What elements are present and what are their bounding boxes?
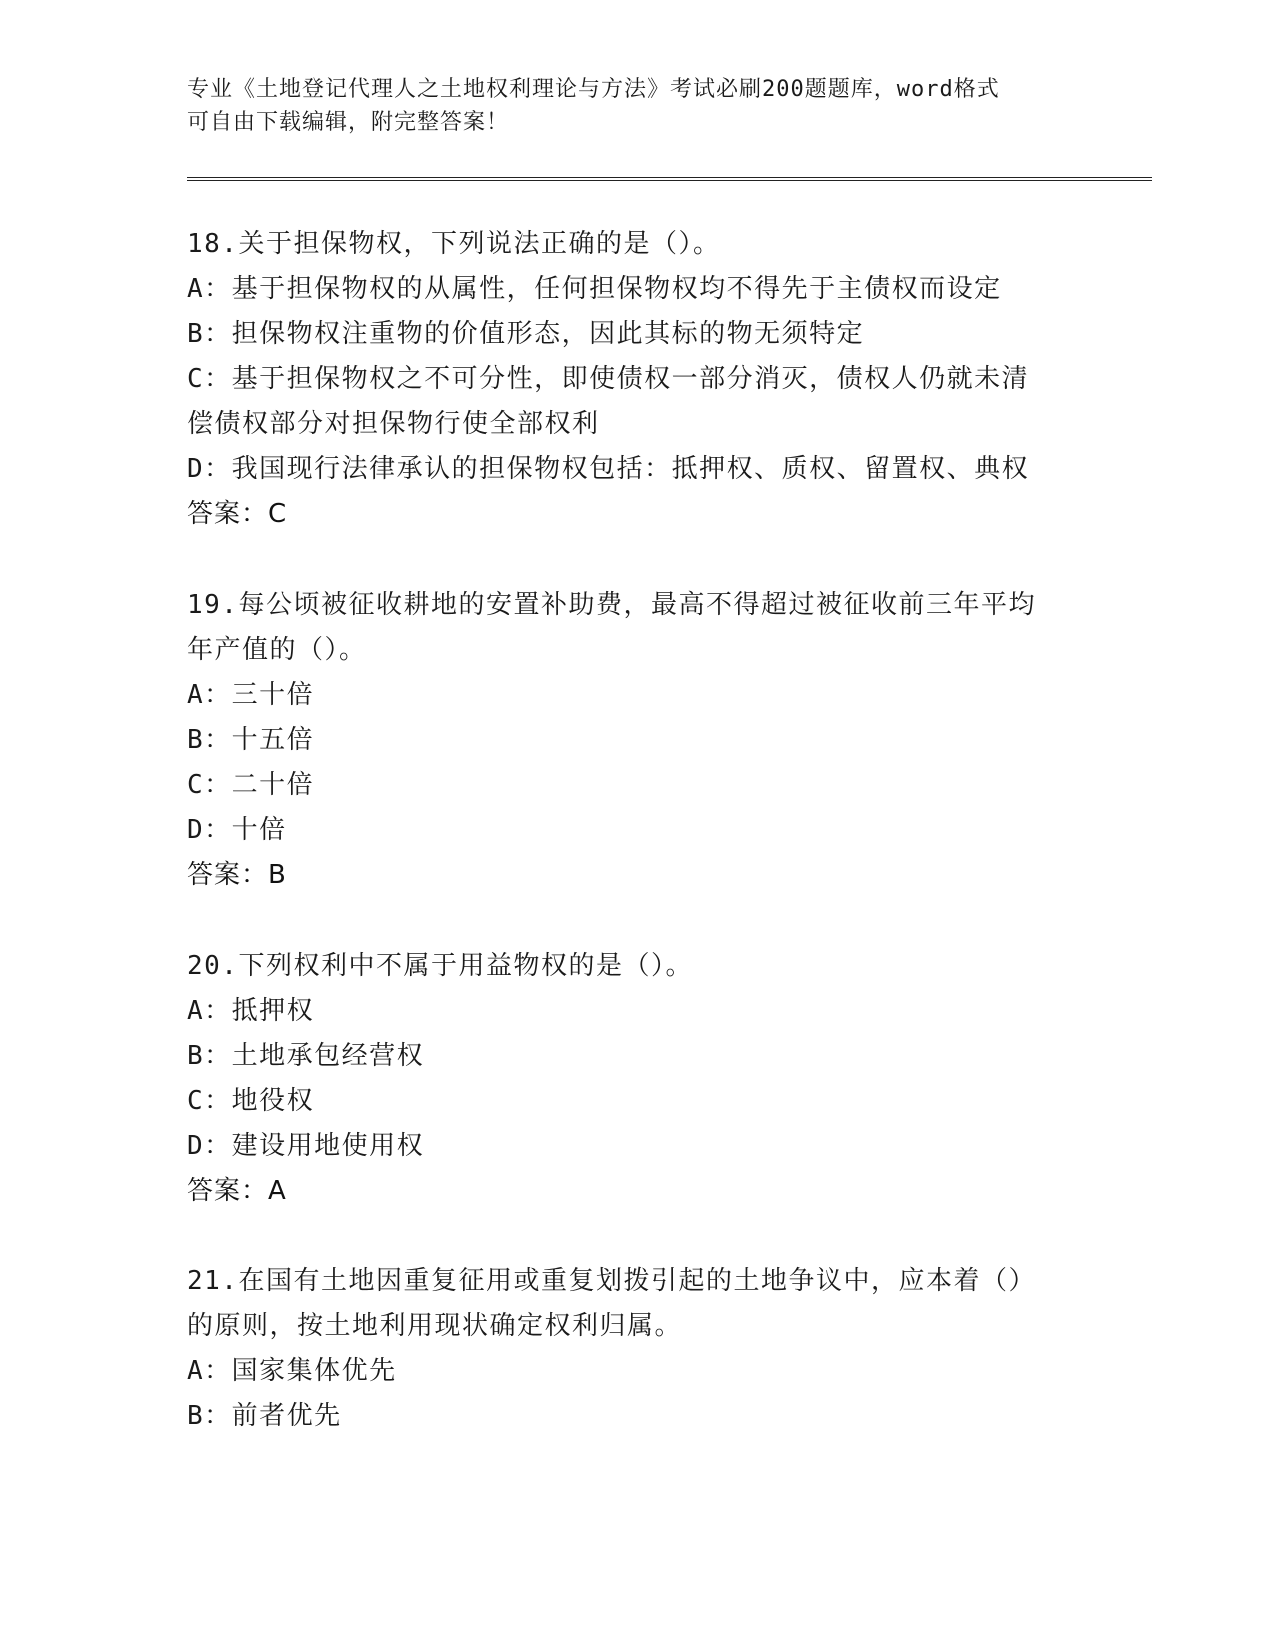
option-d: D：十倍 bbox=[187, 815, 287, 845]
option-a: A：三十倍 bbox=[187, 680, 315, 710]
answer: 答案：B bbox=[187, 860, 287, 890]
option-c: C：基于担保物权之不可分性，即使债权一部分消灭，债权人仍就未清 bbox=[187, 364, 1030, 394]
option-c: C：地役权 bbox=[187, 1086, 315, 1116]
question-20 bbox=[187, 944, 1087, 1214]
option-b: B：土地承包经营权 bbox=[187, 1041, 425, 1071]
option-b: B：十五倍 bbox=[187, 725, 315, 755]
answer: 答案：A bbox=[187, 1176, 287, 1206]
option-a: A：国家集体优先 bbox=[187, 1356, 397, 1386]
option-b: B：担保物权注重物的价值形态，因此其标的物无须特定 bbox=[187, 319, 865, 349]
question-stem-continued: 的原则，按土地利用现状确定权利归属。 bbox=[187, 1311, 683, 1341]
question-stem: 18.关于担保物权，下列说法正确的是（）。 bbox=[187, 229, 721, 259]
option-b: B：前者优先 bbox=[187, 1401, 342, 1431]
option-a: A：基于担保物权的从属性，任何担保物权均不得先于主债权而设定 bbox=[187, 274, 1002, 304]
question-21 bbox=[187, 1259, 1087, 1439]
option-a: A：抵押权 bbox=[187, 996, 315, 1026]
question-18 bbox=[187, 222, 1087, 537]
option-c-continued: 偿债权部分对担保物行使全部权利 bbox=[187, 409, 600, 439]
question-stem: 21.在国有土地因重复征用或重复划拨引起的土地争议中，应本着（） bbox=[187, 1266, 1036, 1296]
option-c: C：二十倍 bbox=[187, 770, 315, 800]
header-line-2: 可自由下载编辑，附完整答案！ bbox=[187, 110, 510, 135]
answer: 答案：C bbox=[187, 499, 288, 529]
question-stem: 19.每公顷被征收耕地的安置补助费，最高不得超过被征收前三年平均 bbox=[187, 590, 1036, 620]
question-19 bbox=[187, 583, 1087, 898]
question-stem-continued: 年产值的（）。 bbox=[187, 635, 367, 665]
header-line-1: 专业《土地登记代理人之土地权利理论与方法》考试必刷200题题库，word格式 bbox=[187, 77, 1000, 102]
question-stem: 20.下列权利中不属于用益物权的是（）。 bbox=[187, 951, 693, 981]
option-d: D：建设用地使用权 bbox=[187, 1131, 425, 1161]
option-d: D：我国现行法律承认的担保物权包括：抵押权、质权、留置权、典权 bbox=[187, 454, 1030, 484]
document-header bbox=[187, 73, 1067, 139]
header-divider bbox=[187, 177, 1152, 181]
